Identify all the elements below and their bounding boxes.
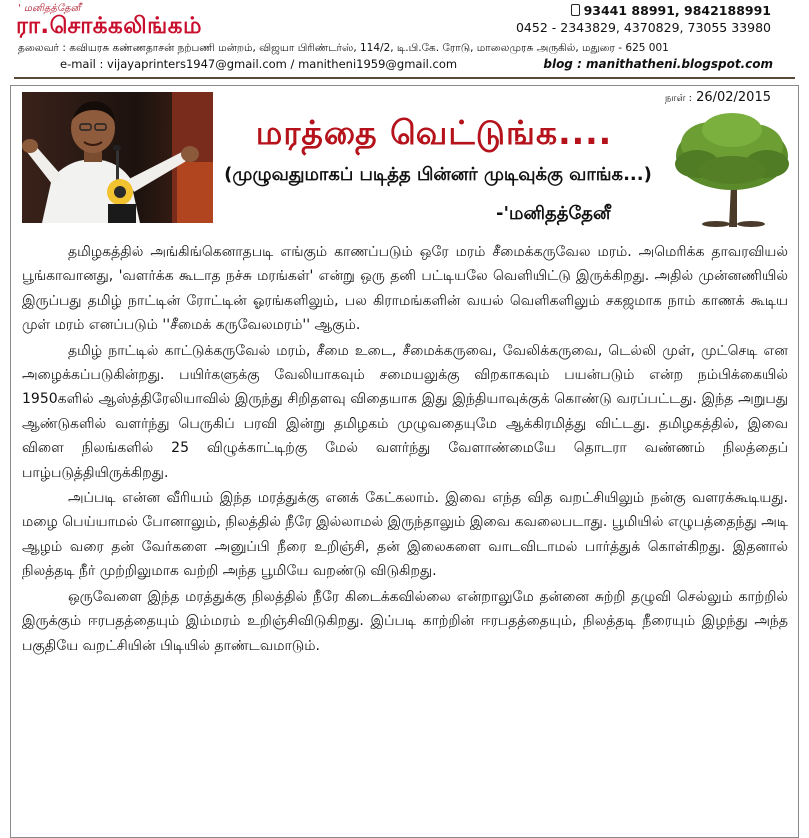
brand-name: ரா.சொக்கலிங்கம் bbox=[16, 13, 203, 39]
paragraph: தமிழ் நாட்டில் காட்டுக்கருவேல் மரம், சீமை உடை, சீமைக்கருவை, வேலிக்கருவை, டெல்லி முள், முட்செடி என அழைக்கப்படுகின்றது. பயிர்களுக்கு வேலியாகவும் சமையலுக்கு விறகாகவும் பயன்படும் என்ற நம்பிக்கையில் 1950களில் ஆஸ்த்திரேலியாவில் இருந்து சிறிதளவு விதையாக இது இந்தியாவுக்குக் கொண்டு வரப்பட்டது. இந்த அறுபது ஆண்டுகளில் வளர்ந்து பெருகிப் பரவி இன்று தமிழகம் முழுவதையுமே ஆக்கிரமித்து விட்டது. தமிழகத்தில், இவை விளை நிலங்களில் 25 விழுக்காட்டிற்கு மேல் வளர்ந்து வேளாண்மையே தொடரா வண்ணம் நிலத்தைப் பாழ்படுத்தியிருக்கிறது. bbox=[22, 342, 788, 481]
letterhead bbox=[0, 0, 809, 80]
date-label: நாள் : bbox=[664, 93, 693, 104]
speaker-photo-illustration bbox=[22, 92, 213, 223]
email-line: e-mail : vijayaprinters1947@gmail.com / manitheni1959@gmail.com bbox=[60, 57, 458, 71]
tree-illustration bbox=[671, 112, 793, 227]
address-line: தலைவர் : கவியரசு கண்ணதாசன் நற்பணி மன்றம், விஜயா பிரிண்டர்ஸ், 114/2, டி.பி.கே. ரோடு, மாலைமுரசு அருகில், மதுரை - 625 001 bbox=[18, 42, 669, 54]
phone-landline: 0452 - 2343829, 4370829, 73055 33980 bbox=[515, 20, 771, 35]
header-divider bbox=[14, 77, 795, 79]
article-author: -'மனிதத்தேனீ bbox=[496, 203, 611, 224]
date-line bbox=[665, 90, 771, 105]
brand-tagline: ' மனிதத்தேனீ bbox=[18, 3, 81, 14]
paragraph: அப்படி என்ன வீரியம் இந்த மரத்துக்கு எனக் கேட்கலாம். இவை எந்த வித வறட்சியிலும் நன்கு வளரக்கூடியது. மழை பெய்யாமல் போனாலும், நிலத்தில் நீரே இல்லாமல் இருந்தாலும் இவை கவலைபடாது. பூமியில் எழுபத்தைந்து அடி ஆழம் வரை தன் வேர்களை அனுப்பி நீரை உறிஞ்சி, தன் இலைகளை வாடவிடாமல் பார்த்துக் கொள்கிறது. இதனால் நிலத்தடி நீர் முற்றிலுமாக வற்றி அந்த பூமியே வறண்டு விடுகிறது. bbox=[22, 490, 788, 580]
blog-link[interactable]: blog : manithatheni.blogspot.com bbox=[543, 57, 773, 71]
phone-icon bbox=[571, 4, 580, 16]
paragraph: ஒருவேளை இந்த மரத்துக்கு நிலத்தில் நீரே கிடைக்கவில்லை என்றாலுமே தன்னை சுற்றி தழுவி செல்லும் காற்றில் இருக்கும் ஈரபதத்தையும் இம்மரம் உறிஞ்சிவிடுகிறது. இப்படி காற்றின் ஈரபதத்தையும், நிலத்தடி நீரையும் இழந்து அந்த பகுதியே வறட்சியின் பிடியில் தாண்டவமாடும். bbox=[22, 588, 788, 654]
paragraph: தமிழகத்தில் அங்கிங்கெனாதபடி எங்கும் காணப்படும் ஒரே மரம் சீமைக்கருவேல மரம். அமெரிக்க தாவரவியல் பூங்காவானது, 'வளர்க்க கூடாத நச்சு மரங்கள்' என்று ஒரு தனி பட்டியலே வெளியிட்டு இருக்கிறது. அதில் முன்னணியில் இருப்பது தமிழ் நாட்டின் ரோட்டின் ஓரங்களிலும், பல கிராமங்களின் வயல் வெளிகளிலும் சகஜமாக நாம் காணக் கூடிய முள் மரம் எனப்படும் ''சீமைக் கருவேலமரம்'' ஆகும். bbox=[22, 244, 788, 334]
date-value: 26/02/2015 bbox=[696, 90, 771, 105]
article-title: மரத்தை வெட்டுங்க.... bbox=[255, 113, 613, 152]
phone-mobile: 93441 88991, 9842188991 bbox=[583, 3, 771, 18]
tree-icon bbox=[671, 112, 793, 227]
article-body bbox=[22, 240, 788, 658]
speaker-photo bbox=[22, 92, 213, 223]
phone-block bbox=[451, 2, 771, 36]
article-subtitle: (முழுவதுமாகப் படித்த பின்னர் முடிவுக்கு வாங்க...) bbox=[224, 164, 652, 185]
